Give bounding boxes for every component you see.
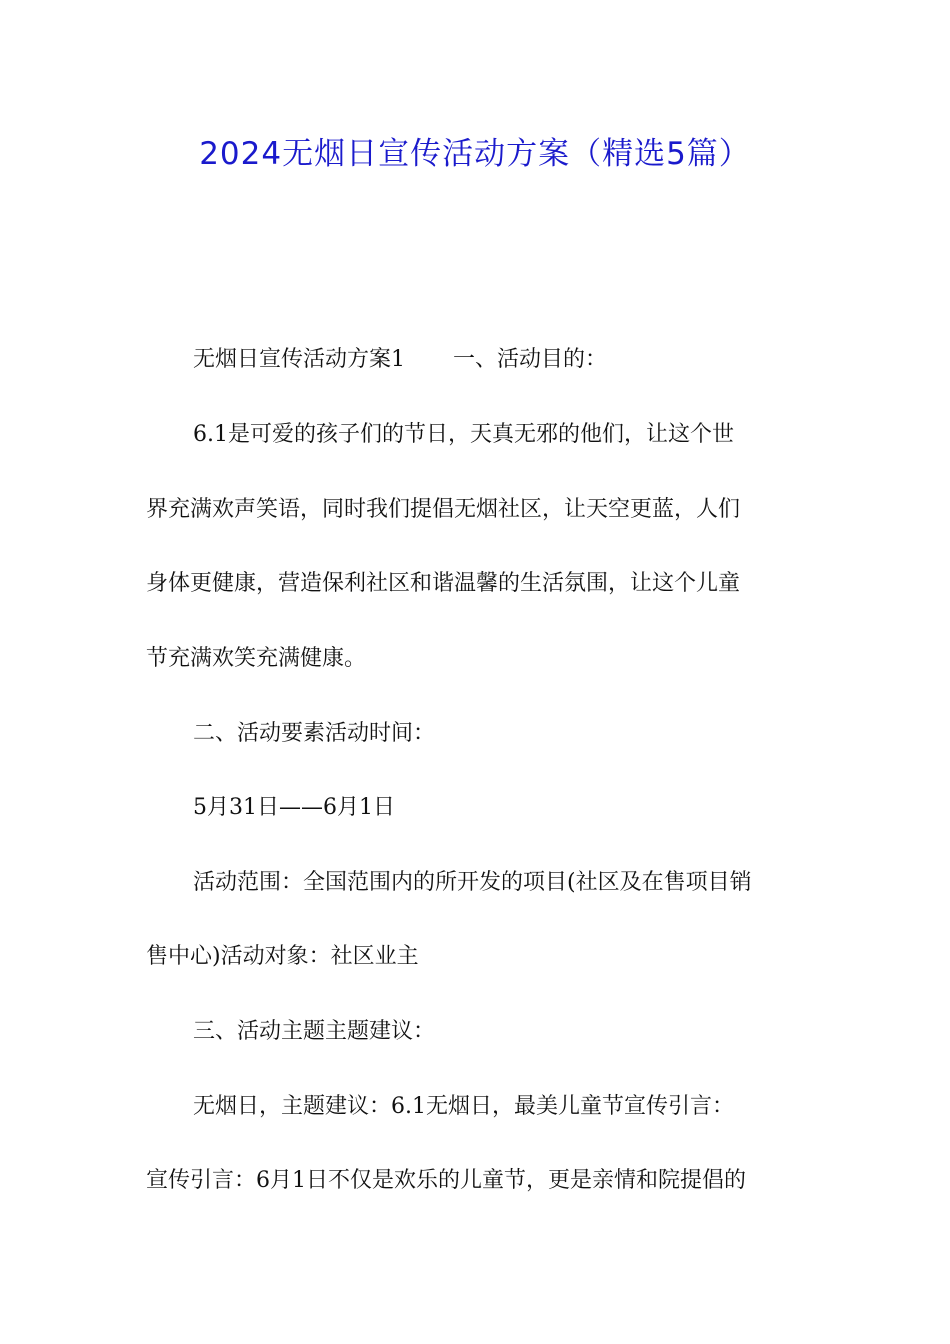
paragraph-line: 宣传引言：6月1日不仅是欢乐的儿童节，更是亲情和院提倡的 <box>146 1168 746 1193</box>
paragraph-line: 6.1是可爱的孩子们的节日，天真无邪的他们，让这个世 <box>193 422 734 447</box>
paragraph-line-date: 5月31日——6月1日 <box>193 795 395 820</box>
paragraph-line: 无烟日，主题建议：6.1无烟日，最美儿童节宣传引言： <box>193 1094 734 1119</box>
section-heading-purpose: 一、活动目的： <box>453 347 608 372</box>
paragraph-line: 售中心)活动对象：社区业主 <box>146 944 419 969</box>
paragraph-line: 活动范围：全国范围内的所开发的项目(社区及在售项目销 <box>193 870 752 895</box>
paragraph-line: 界充满欢声笑语，同时我们提倡无烟社区，让天空更蓝，人们 <box>146 497 741 522</box>
section-heading-elements: 二、活动要素活动时间： <box>193 721 436 746</box>
document-title: 2024无烟日宣传活动方案（精选5篇） <box>199 136 751 172</box>
section-heading-theme: 三、活动主题主题建议： <box>193 1019 436 1044</box>
paragraph-line: 节充满欢笑充满健康。 <box>146 646 367 671</box>
paragraph-line: 身体更健康，营造保利社区和谐温馨的生活氛围，让这个儿童 <box>146 571 741 596</box>
plan-heading: 无烟日宣传活动方案1 <box>193 347 405 372</box>
section-heading-line <box>193 344 808 376</box>
